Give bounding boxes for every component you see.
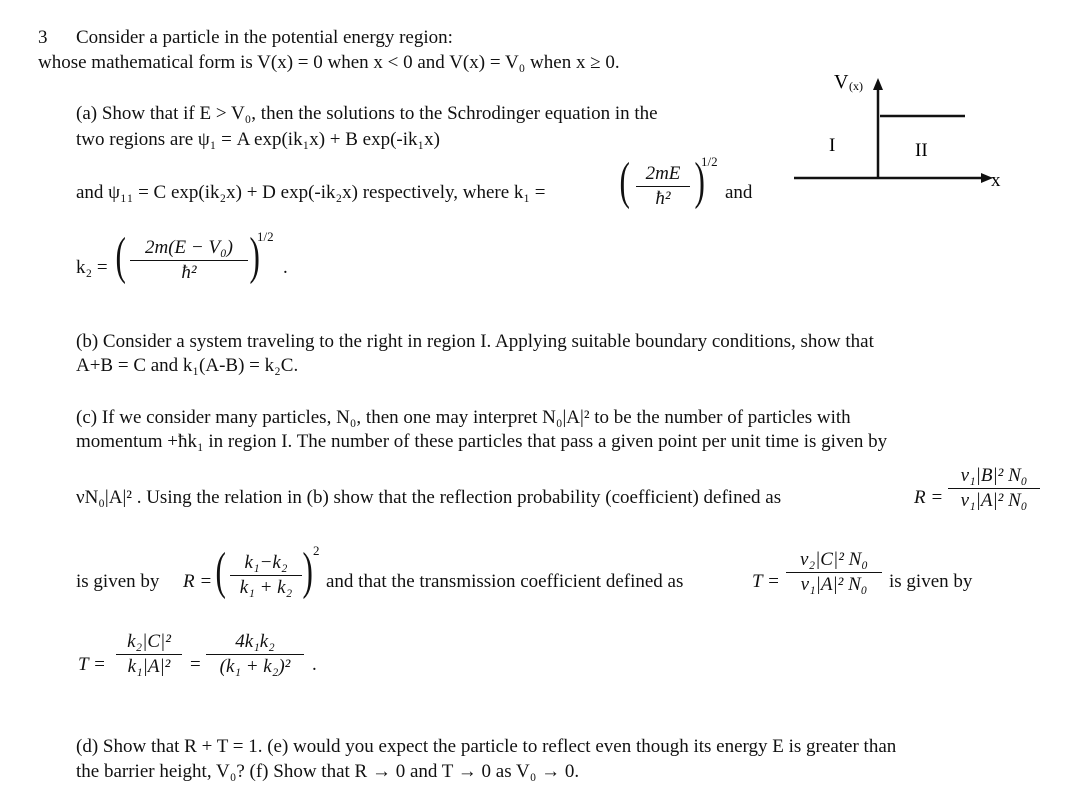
- potential-step-diagram: [790, 66, 1010, 196]
- T-def-fraction-bar: [786, 572, 882, 573]
- problem-intro-line2: whose mathematical form is V(x) = 0 when x < 0 and V(x) = V₀ when x ≥ 0.: [38, 52, 620, 73]
- k1-fraction: [636, 164, 690, 209]
- R-right-paren: ): [302, 543, 313, 600]
- part-b-line1: (b) Consider a system traveling to the right in region I. Applying suitable boundary conditions, show that: [76, 331, 874, 352]
- v-axis-sub: (x): [849, 79, 863, 93]
- R-def-numerator: ν₁|B|² N₀: [960, 465, 1028, 486]
- problem-intro-line1: Consider a particle in the potential energy region:: [76, 27, 453, 48]
- T-numerator-1: k₂|C|²: [127, 631, 171, 652]
- part-c-line1: (c) If we consider many particles, N₀, then one may interpret N₀|A|² to be the number of particles with: [76, 407, 851, 428]
- T-period: .: [312, 654, 317, 675]
- k2-exponent: 1/2: [257, 229, 274, 244]
- T-fraction-bar-2: [206, 654, 304, 655]
- part-a-line3: and ψ₁₁ = C exp(ik₂x) + D exp(-ik₂x) respectively, where k₁ =: [76, 182, 546, 203]
- part-c-line2: momentum +ħk₁ in region I. The number of these particles that pass a given point per unit time is given by: [76, 431, 888, 452]
- k2-right-paren: ): [249, 228, 260, 285]
- k2-label: k₂ =: [76, 257, 108, 278]
- R-def-fraction: [948, 466, 1040, 511]
- R-left-paren: (: [215, 543, 226, 600]
- T-def-denominator: ν₁|A|² N₀: [800, 574, 868, 596]
- k1-numerator: 2mE: [645, 163, 681, 184]
- k2-fraction: [130, 238, 248, 283]
- T-numerator-2: 4k₁k₂: [235, 631, 275, 652]
- part-de-line1: (d) Show that R + T = 1. (e) would you expect the particle to reflect even though its energy E is greater than: [76, 736, 897, 757]
- R-def-lhs: R =: [914, 487, 944, 508]
- part-a-and: and: [725, 182, 753, 203]
- k1-exponent: 1/2: [701, 154, 718, 169]
- R-result-exponent: 2: [313, 543, 320, 558]
- k2-period: .: [283, 257, 288, 278]
- T-fraction-1: [116, 632, 182, 677]
- part-c-line3: νN₀|A|² . Using the relation in (b) show that the reflection probability (coefficient) defined as: [76, 487, 782, 508]
- part-de-line2: the barrier height, V₀? (f) Show that R → 0 and T → 0 as V₀ → 0.: [76, 761, 580, 782]
- k2-denominator: ħ²: [181, 262, 197, 284]
- transmission-text: and that the transmission coefficient defined as: [326, 571, 684, 592]
- is-given-by-label-2: is given by: [889, 571, 973, 592]
- T-fraction-2: [206, 632, 304, 677]
- R-result-fraction-bar: [230, 575, 302, 576]
- part-b-line2: A+B = C and k₁(A-B) = k₂C.: [76, 355, 299, 376]
- R-def-denominator: ν₁|A|² N₀: [960, 490, 1028, 512]
- k1-right-paren: ): [694, 153, 705, 210]
- axis-arrow-up-icon: [873, 78, 883, 90]
- T-result-lhs: T =: [78, 654, 106, 675]
- part-a-line1: (a) Show that if E > V₀, then the solutions to the Schrodinger equation in the: [76, 103, 658, 124]
- R-def-fraction-bar: [948, 488, 1040, 489]
- k1-denominator: ħ²: [655, 188, 671, 210]
- v-axis-label: V: [834, 71, 849, 93]
- T-equals: =: [190, 654, 201, 675]
- k2-fraction-bar: [130, 260, 248, 261]
- k1-fraction-bar: [636, 186, 690, 187]
- R-result-lhs: R =: [183, 571, 213, 592]
- k1-left-paren: (: [619, 153, 630, 210]
- problem-number: 3: [38, 27, 48, 48]
- T-denominator-1: k₁|A|²: [127, 656, 171, 678]
- x-axis-label: x: [991, 170, 1001, 191]
- T-denominator-2: (k₁ + k₂)²: [219, 656, 291, 678]
- region-2-label: II: [915, 140, 928, 161]
- is-given-by-label: is given by: [76, 571, 160, 592]
- R-result-fraction: [230, 553, 302, 598]
- R-result-numerator: k₁−k₂: [244, 552, 288, 573]
- region-1-label: I: [829, 135, 836, 156]
- T-fraction-bar-1: [116, 654, 182, 655]
- T-def-lhs: T =: [752, 571, 780, 592]
- T-def-numerator: ν₂|C|² N₀: [800, 549, 868, 570]
- R-result-denominator: k₁ + k₂: [239, 577, 293, 599]
- k2-left-paren: (: [115, 228, 126, 285]
- T-def-fraction: [786, 550, 882, 595]
- k2-numerator: 2m(E − V₀): [144, 237, 233, 258]
- part-a-line2: two regions are ψ₁ = A exp(ik₁x) + B exp(-ik₁x): [76, 129, 440, 150]
